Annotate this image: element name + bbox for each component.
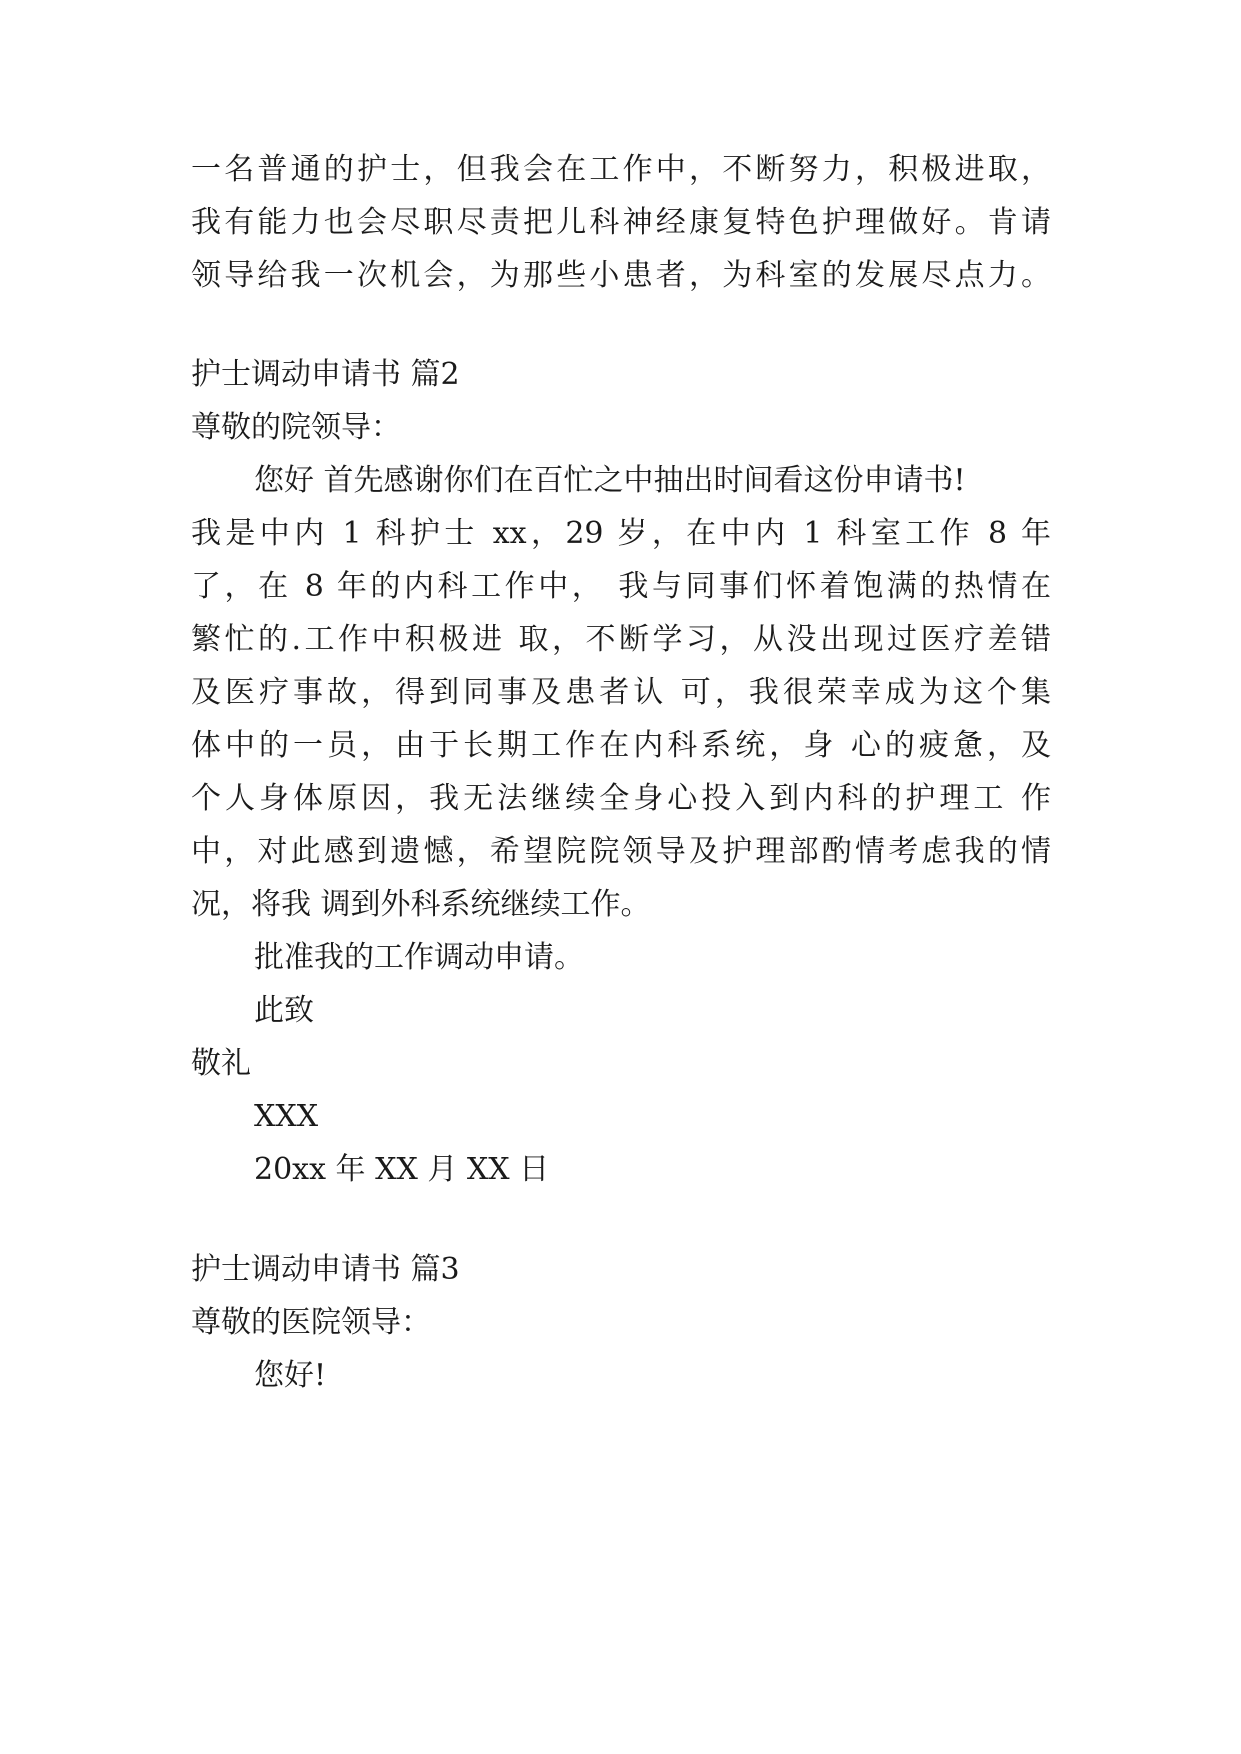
paragraph-line: 及医疗事故，得到同事及患者认 可，我很荣幸成为这个集 [191,675,1051,710]
salutation: 尊敬的院领导： [191,410,401,445]
paragraph-line: 繁忙的.工作中积极进 取，不断学习，从没出现过医疗差错 [191,622,1051,657]
paragraph-line: 个人身体原因，我无法继续全身心投入到内科的护理工 作 [191,781,1051,816]
paragraph-line: 况，将我 调到外科系统继续工作。 [191,887,651,922]
paragraph-line: 一名普通的护士，但我会在工作中，不断努力，积极进取， [191,152,1051,187]
paragraph-line: 您好 首先感谢你们在百忙之中抽出时间看这份申请书! [254,463,966,498]
request-line: 批准我的工作调动申请。 [254,940,584,975]
paragraph-line: 我有能力也会尽职尽责把儿科神经康复特色护理做好。肯请 [191,205,1051,240]
greeting-line: 您好! [254,1358,327,1393]
regards-line: 敬礼 [191,1046,251,1081]
date-line: 20xx 年 XX 月 XX 日 [254,1152,550,1187]
paragraph-line: 领导给我一次机会，为那些小患者，为科室的发展尽点力。 [191,258,1051,293]
paragraph-line: 我是中内 1 科护士 xx，29 岁，在中内 1 科室工作 8 年 [191,516,1051,551]
signature: XXX [254,1099,319,1134]
salutation: 尊敬的医院领导： [191,1305,431,1340]
section-heading: 护士调动申请书 篇2 [191,357,460,392]
paragraph-line: 体中的一员，由于长期工作在内科系统，身 心的疲惫，及 [191,728,1051,763]
paragraph-line: 了，在 8 年的内科工作中， 我与同事们怀着饱满的热情在 [191,569,1051,604]
section-heading: 护士调动申请书 篇3 [191,1252,460,1287]
paragraph-line: 中，对此感到遗憾，希望院院领导及护理部酌情考虑我的情 [191,834,1051,869]
closing-line: 此致 [254,993,314,1028]
